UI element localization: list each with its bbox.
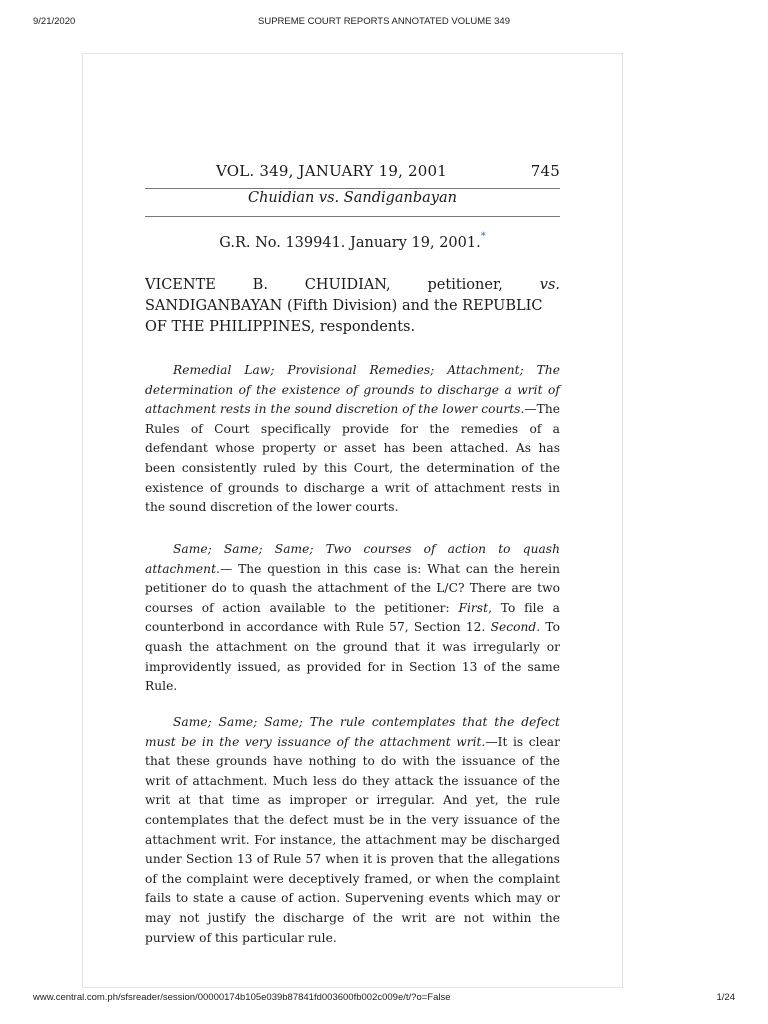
print-title: SUPREME COURT REPORTS ANNOTATED VOLUME 349 [258, 16, 510, 27]
case-title: Chuidian vs. Sandiganbayan [248, 190, 457, 206]
party-word: B. [252, 277, 268, 293]
gr-number: G.R. No. 139941. January 19, 2001. [219, 234, 481, 251]
party-word: CHUIDIAN, [304, 277, 391, 293]
header-rule-top [145, 188, 560, 189]
page-number: 745 [530, 162, 560, 180]
syllabus-paragraph [145, 540, 560, 697]
parties-line-3: OF THE PHILIPPINES, respondents. [145, 319, 416, 335]
print-header [0, 16, 768, 30]
syllabus-paragraph [145, 361, 560, 518]
syllabus-body: —The Rules of Court specifically provide for the remedies of a defendant whose property or asset has been attached. As has been consistently ruled by this Court, the determination of the existence of grounds to discharge a writ of attachment rests in the sound discretion of the lower courts. [145, 402, 560, 515]
volume-date: VOL. 349, JANUARY 19, 2001 [216, 162, 448, 180]
parties-line-2: SANDIGANBAYAN (Fifth Division) and the REPUBLIC [145, 298, 543, 314]
syllabus-emphasis: Second. [490, 620, 541, 635]
syllabus-emphasis: First [458, 600, 489, 615]
syllabus-body: — The question in this case is: What can the herein petitioner do to quash the attachment of the L/C? There are two courses of action available to the petitioner: [145, 561, 560, 615]
syllabus-body: —It is clear that these grounds have nothing to do with the issuance of the writ of attachment. Much less do they attack the issuance of the writ at that time as improper or irregular. And yet, the rule contemplates that the defect must be in the very issuance of the attachment writ. For instance, the attachment may be discharged under Section 13 of Rule 57 when it is proven that the allegations of the complaint were deceptively framed, or when the complaint fails to state a cause of action. Supervening events which may or may not justify the discharge of the writ are not within the purview of this particular rule. [145, 734, 561, 945]
party-word: vs. [539, 277, 560, 293]
header-rule-bottom [145, 216, 560, 217]
party-word: petitioner, [427, 277, 503, 293]
print-page-count: 1/24 [716, 992, 735, 1003]
parties-line-1 [145, 275, 560, 296]
syllabus-heading: Remedial Law; Provisional Remedies; Attachment; The determination of the existence of grounds to discharge a writ of attachment rests in the sound discretion of the lower courts. [145, 363, 560, 417]
parties [145, 275, 560, 338]
syllabus-heading: Same; Same; Same; The rule contemplates that the defect must be in the very issuance of the attachment writ. [145, 715, 560, 749]
print-url: www.central.com.ph/sfsreader/session/00000174b105e039b87841fd003600fb002c009e/t/?o=False [33, 992, 451, 1003]
footnote-link[interactable]: * [480, 231, 486, 242]
print-date: 9/21/2020 [33, 16, 76, 27]
syllabus-body: , To file a counterbond in accordance with Rule 57, Section 12. [145, 600, 560, 635]
party-word: VICENTE [145, 277, 216, 293]
print-footer [0, 992, 768, 1006]
syllabus-body: To quash the attachment on the ground that it was irregularly or improvidently issued, as provided for in Section 13 of the same Rule. [145, 620, 560, 694]
syllabus-paragraph [145, 713, 560, 948]
syllabus-heading: Same; Same; Same; Two courses of action to quash attachment. [145, 542, 560, 576]
gr-number-line [145, 233, 560, 251]
